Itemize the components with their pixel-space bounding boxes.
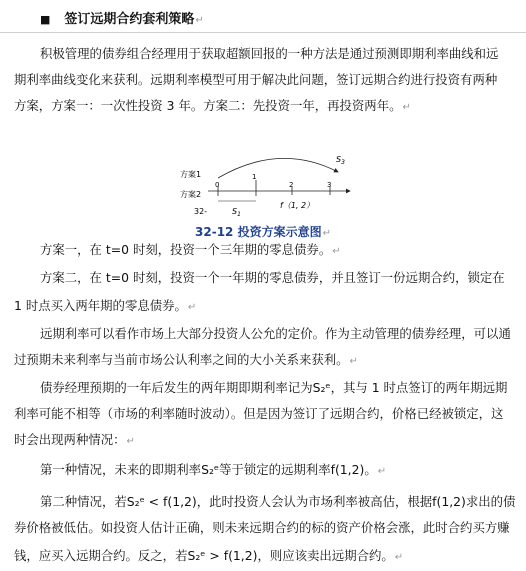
- forward-rate-label: f（1, 2）: [280, 201, 315, 210]
- body-line-4: 远期利率可以看作市场上大部分投资人公允的定价。作为主动管理的债券经理，可以通: [40, 326, 511, 341]
- intro-line-3: 方案，方案一：一次性投资 3 年。方案二：先投资一年，再投资两年。↵: [14, 98, 411, 113]
- section-heading-text: 签订远期合约套利策略: [64, 12, 195, 27]
- scheme1-arc: [218, 158, 338, 178]
- paragraph-mark-icon: ↵: [195, 15, 204, 26]
- body-line-5: 过预期未来利率与当前市场公认利率之间的大小关系来获利。↵: [14, 352, 358, 367]
- investment-scheme-diagram: [170, 146, 370, 218]
- tick-label-2: 2: [289, 181, 294, 189]
- scheme2-label: 方案2: [180, 190, 202, 199]
- body-line-1: 方案一，在 t=0 时刻，投资一个三年期的零息债券。↵: [40, 242, 341, 257]
- header-divider: [0, 32, 526, 33]
- body-line-7: 利率可能不相等（市场的利率随时波动）。但是因为签订了远期合约，价格已经被锁定，这: [14, 406, 504, 421]
- paragraph-mark-icon: ↵: [322, 228, 331, 239]
- tick-label-1: 1: [252, 173, 257, 181]
- body-line-11: 券价格被低估。如投资人估计正确，则未来远期合约的标的资产价格会涨，此时合约买方赚: [14, 520, 510, 535]
- body-line-9: 第一种情况，未来的即期利率S₂ᵉ等于锁定的远期利率f(1,2)。↵: [40, 462, 387, 477]
- scheme1-label: 方案1: [180, 170, 202, 179]
- body-line-12: 钱，应买入远期合约。反之，若S₂ᵉ > f(1,2)，则应该卖出远期合约。↵: [14, 548, 404, 563]
- body-line-8: 时会出现两种情况：↵: [14, 432, 135, 447]
- paragraph-mark-icon: ↵: [402, 102, 411, 113]
- square-bullet-icon: ■: [40, 13, 51, 26]
- tick-label-3: 3: [327, 181, 332, 189]
- left-label: 32-: [194, 207, 208, 216]
- body-line-3: 1 时点买入两年期的零息债券。↵: [14, 298, 197, 313]
- tick-label-0: 0: [215, 181, 220, 189]
- intro-line-1: 积极管理的债券组合经理用于获取超额回报的一种方法是通过预测即期利率曲线和远: [40, 46, 499, 61]
- body-line-6: 债券经理预期的一年后发生的两年期即期利率记为S₂ᵉ，其与 1 时点签订的两年期远期: [40, 380, 508, 395]
- intro-line-2: 期利率曲线变化来获利。远期利率模型可用于解决此问题，签订远期合约进行投资有两种: [14, 72, 498, 87]
- figure-caption: 32-12 投资方案示意图↵: [195, 225, 331, 239]
- s3-label: $S_3$: [336, 155, 345, 166]
- s1-label: $S_1$: [232, 207, 241, 218]
- section-heading: [40, 8, 204, 27]
- body-line-2: 方案二，在 t=0 时刻，投资一个一年期的零息债券，并且签订一份远期合约，锁定在: [40, 270, 505, 285]
- body-line-10: 第二种情况，若S₂ᵉ < f(1,2)，此时投资人会认为市场利率被高估，根据f(1,2)求出的债: [40, 494, 516, 509]
